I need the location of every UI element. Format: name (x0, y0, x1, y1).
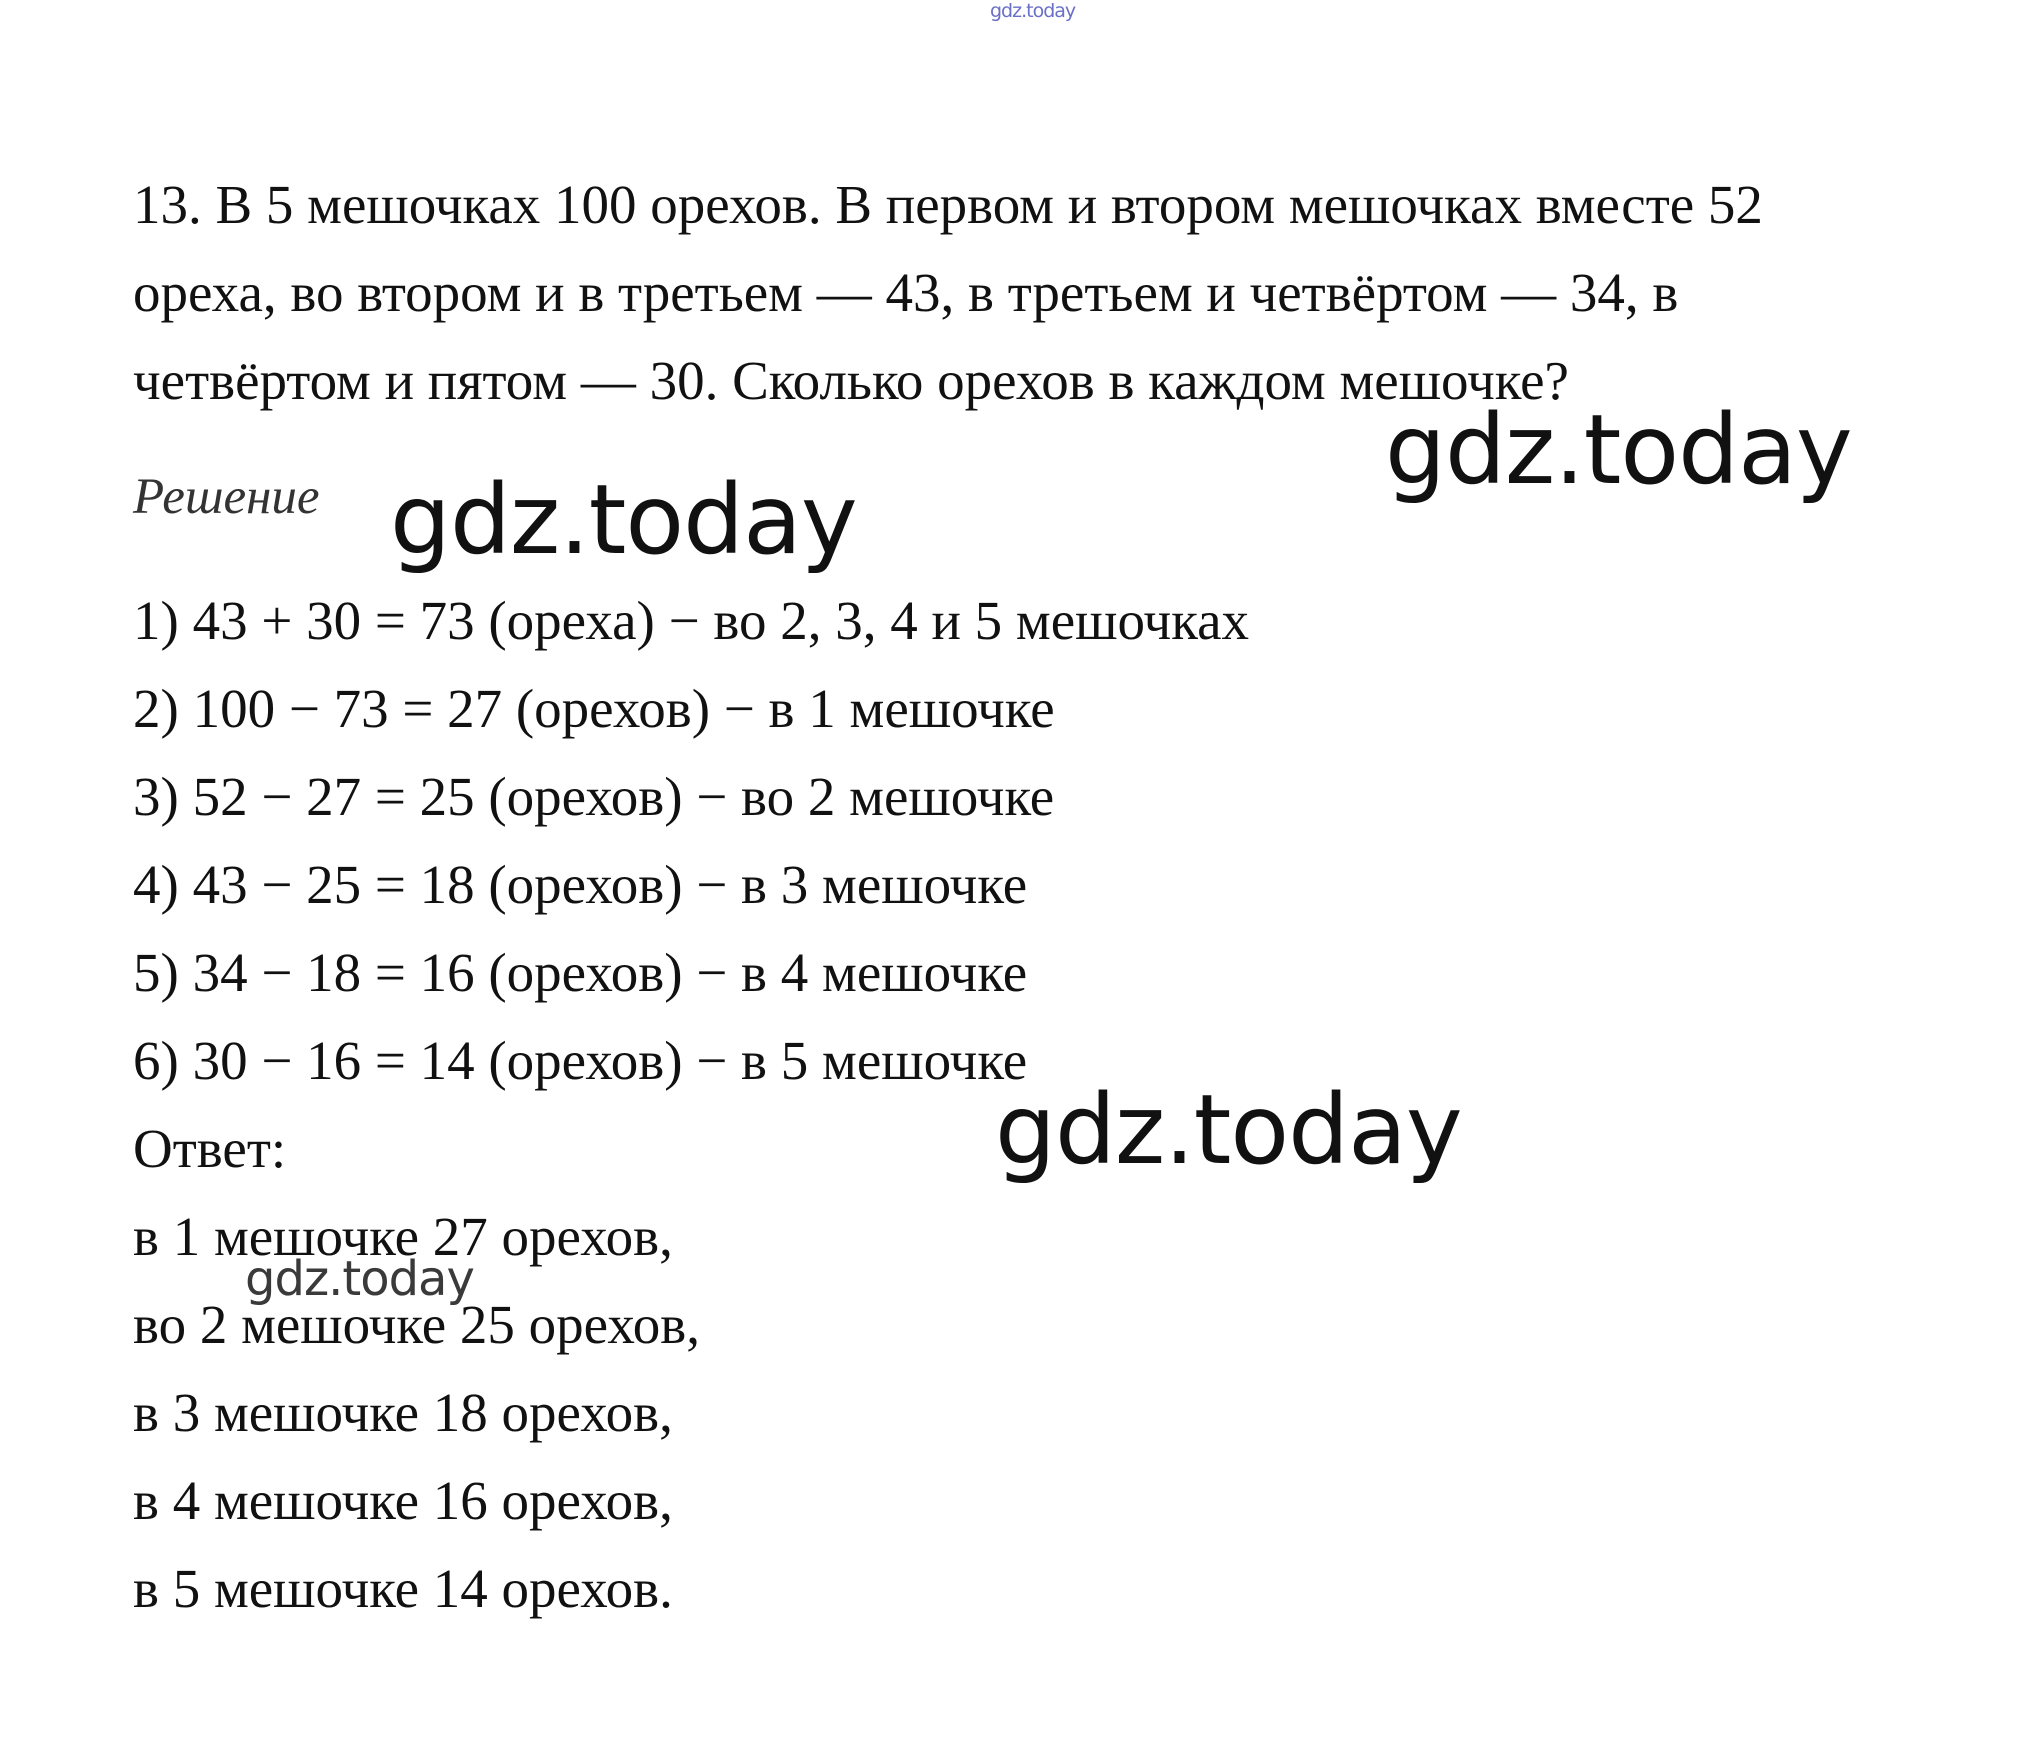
answer-line-1: в 1 мешочке 27 орехов, (133, 1206, 673, 1267)
solution-step-6: 6) 30 − 16 = 14 (орехов) − в 5 мешочке (133, 1030, 1028, 1091)
watermark-large-center: gdz.today (995, 1074, 1462, 1186)
solution-step-5: 5) 34 − 18 = 16 (орехов) − в 4 мешочке (133, 942, 1028, 1003)
solution-step-3: 3) 52 − 27 = 25 (орехов) − во 2 мешочке (133, 766, 1055, 827)
answer-line-3: в 3 мешочке 18 орехов, (133, 1382, 673, 1443)
solution-step-1: 1) 43 + 30 = 73 (ореха) − во 2, 3, 4 и 5 мешочках (133, 590, 1250, 651)
watermark-large-left: gdz.today (390, 464, 857, 576)
solution-step-2: 2) 100 − 73 = 27 (орехов) − в 1 мешочке (133, 678, 1055, 739)
answer-line-2: во 2 мешочке 25 орехов, (133, 1294, 700, 1355)
problem-line-2: ореха, во втором и в третьем — 43, в третьем и четвёртом — 34, в (133, 262, 1679, 323)
solution-step-4: 4) 43 − 25 = 18 (орехов) − в 3 мешочке (133, 854, 1028, 915)
solution-heading: Решение (133, 469, 320, 525)
watermark-small: gdz.today (245, 1251, 474, 1307)
answer-line-5: в 5 мешочке 14 орехов. (133, 1558, 673, 1619)
watermark-large-right: gdz.today (1385, 394, 1852, 506)
answer-line-4: в 4 мешочке 16 орехов, (133, 1470, 673, 1531)
problem-line-1: 13. В 5 мешочках 100 орехов. В первом и втором мешочках вместе 52 (133, 174, 1763, 235)
watermark-top: gdz.today (990, 0, 1076, 22)
answer-heading: Ответ: (133, 1118, 287, 1179)
problem-line-3: четвёртом и пятом — 30. Сколько орехов в каждом мешочке? (133, 350, 1569, 411)
